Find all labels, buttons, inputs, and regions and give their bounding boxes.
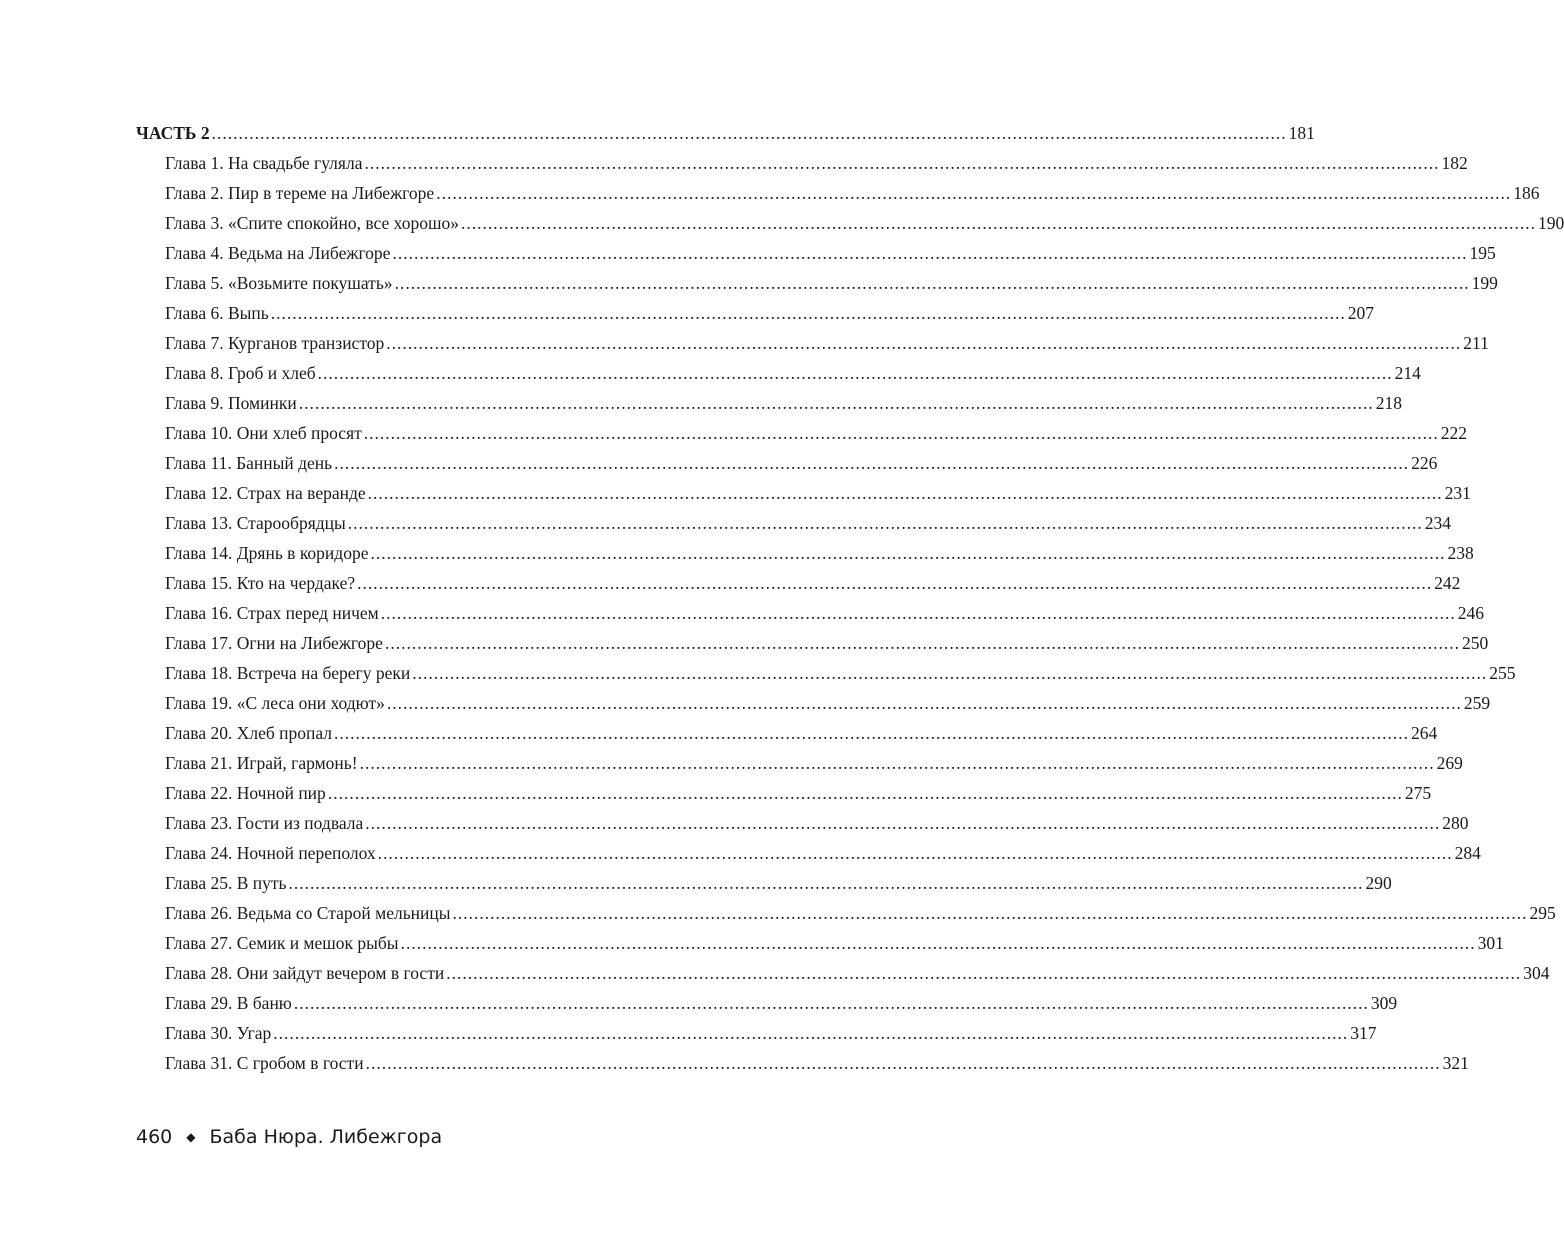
toc-chapter-entry [165, 688, 1491, 718]
chapter-page-number: 218 [1375, 393, 1402, 413]
toc-chapter-entry [165, 1018, 1377, 1048]
chapter-page-number: 222 [1440, 423, 1468, 443]
chapter-title: Глава 6. Выпь [165, 303, 269, 323]
page-footer [136, 1126, 442, 1148]
toc-chapter-entry [165, 658, 1516, 688]
chapter-page-number: 214 [1394, 363, 1421, 383]
chapter-title: Глава 29. В баню [165, 993, 292, 1013]
chapter-title: Глава 22. Ночной пир [165, 783, 326, 803]
toc-chapter-entry [165, 748, 1463, 778]
chapter-title: Глава 5. «Возьмите покушать» [165, 273, 393, 293]
toc-chapter-entry [165, 568, 1461, 598]
leader-dots: ........................................................................................................................................................................................................ [357, 573, 1433, 593]
leader-dots: ........................................................................................................................................................................................................ [400, 933, 1476, 953]
toc-chapter-entry [165, 628, 1489, 658]
leader-dots: ........................................................................................................................................................................................................ [412, 663, 1488, 683]
leader-dots: ........................................................................................................................................................................................................ [436, 183, 1512, 203]
chapter-title: Глава 1. На свадьбе гуляла [165, 153, 363, 173]
leader-dots: ........................................................................................................................................................................................................ [298, 393, 1374, 413]
leader-dots: ........................................................................................................................................................................................................ [347, 513, 1423, 533]
chapter-title: Глава 24. Ночной переполох [165, 843, 376, 863]
chapter-page-number: 269 [1436, 753, 1463, 773]
chapter-title: Глава 27. Семик и мешок рыбы [165, 933, 399, 953]
toc-chapter-entry [165, 238, 1496, 268]
toc-chapter-entry [165, 868, 1392, 898]
chapter-title: Глава 18. Встреча на берегу реки [165, 663, 411, 683]
leader-dots: ........................................................................................................................................................................................................ [367, 483, 1443, 503]
part-page-number: 181 [1288, 123, 1315, 143]
toc-chapter-entry [165, 838, 1481, 868]
diamond-separator-icon: ◆ [186, 1130, 196, 1144]
leader-dots: ........................................................................................................................................................................................................ [211, 123, 1287, 143]
leader-dots: ........................................................................................................................................................................................................ [364, 153, 1440, 173]
chapter-page-number: 195 [1469, 243, 1496, 263]
chapter-title: Глава 20. Хлеб пропал [165, 723, 333, 743]
toc-chapter-entry [165, 718, 1438, 748]
chapter-title: Глава 28. Они зайдут вечером в гости [165, 963, 445, 983]
toc-chapter-entry [165, 418, 1468, 448]
chapter-title: Глава 19. «С леса они ходют» [165, 693, 385, 713]
chapter-page-number: 295 [1529, 903, 1556, 923]
chapter-title: Глава 31. С гробом в гости [165, 1053, 364, 1073]
part-title: ЧАСТЬ 2 [136, 123, 210, 143]
chapter-page-number: 321 [1442, 1053, 1469, 1073]
leader-dots: ........................................................................................................................................................................................................ [334, 453, 1410, 473]
toc-part-entry [136, 118, 1315, 148]
leader-dots: ........................................................................................................................................................................................................ [452, 903, 1528, 923]
chapter-page-number: 246 [1457, 603, 1484, 623]
leader-dots: ........................................................................................................................................................................................................ [359, 753, 1435, 773]
chapter-title: Глава 12. Страх на веранде [165, 483, 366, 503]
leader-dots: ........................................................................................................................................................................................................ [317, 363, 1393, 383]
chapter-page-number: 309 [1370, 993, 1398, 1013]
chapter-title: Глава 25. В путь [165, 873, 287, 893]
toc-chapter-entry [165, 268, 1498, 298]
chapter-page-number: 238 [1447, 543, 1474, 563]
chapter-page-number: 199 [1471, 273, 1498, 293]
chapter-page-number: 211 [1463, 333, 1489, 353]
toc-chapter-entry [165, 178, 1540, 208]
chapter-page-number: 301 [1477, 933, 1504, 953]
leader-dots: ........................................................................................................................................................................................................ [380, 603, 1456, 623]
chapter-title: Глава 17. Огни на Либежгоре [165, 633, 383, 653]
chapter-title: Глава 23. Гости из подвала [165, 813, 364, 833]
chapter-page-number: 284 [1454, 843, 1481, 863]
leader-dots: ........................................................................................................................................................................................................ [365, 813, 1441, 833]
leader-dots: ........................................................................................................................................................................................................ [384, 633, 1460, 653]
chapter-page-number: 259 [1463, 693, 1491, 713]
chapter-title: Глава 14. Дрянь в коридоре [165, 543, 369, 563]
chapter-page-number: 226 [1411, 453, 1438, 473]
chapter-title: Глава 11. Банный день [165, 453, 333, 473]
leader-dots: ........................................................................................................................................................................................................ [377, 843, 1453, 863]
chapter-title: Глава 3. «Спите спокойно, все хорошо» [165, 213, 459, 233]
toc-chapter-entry [165, 808, 1469, 838]
leader-dots: ........................................................................................................................................................................................................ [334, 723, 1410, 743]
chapter-title: Глава 21. Играй, гармонь! [165, 753, 358, 773]
toc-chapter-entry [165, 448, 1438, 478]
leader-dots: ........................................................................................................................................................................................................ [288, 873, 1364, 893]
leader-dots: ........................................................................................................................................................................................................ [461, 213, 1536, 233]
running-title: Баба Нюра. Либежгора [209, 1126, 443, 1148]
chapter-page-number: 250 [1461, 633, 1489, 653]
chapter-title: Глава 9. Поминки [165, 393, 297, 413]
chapter-title: Глава 26. Ведьма со Старой мельницы [165, 903, 451, 923]
toc-chapter-entry [165, 928, 1504, 958]
chapter-page-number: 190 [1538, 213, 1564, 233]
chapter-page-number: 234 [1424, 513, 1452, 533]
toc-chapter-entry [165, 358, 1421, 388]
leader-dots: ........................................................................................................................................................................................................ [365, 1053, 1441, 1073]
leader-dots: ........................................................................................................................................................................................................ [293, 993, 1369, 1013]
toc-chapter-entry [165, 1048, 1469, 1078]
toc-chapter-entry [165, 598, 1484, 628]
toc-chapter-entry [165, 898, 1556, 928]
toc-chapter-entry [165, 208, 1564, 238]
toc-chapter-entry [165, 958, 1550, 988]
chapter-page-number: 242 [1434, 573, 1461, 593]
chapter-page-number: 280 [1442, 813, 1469, 833]
chapter-title: Глава 7. Курганов транзистор [165, 333, 385, 353]
toc-chapter-entry [165, 538, 1474, 568]
chapter-title: Глава 16. Страх перед ничем [165, 603, 379, 623]
chapter-title: Глава 2. Пир в тереме на Либежгоре [165, 183, 435, 203]
leader-dots: ........................................................................................................................................................................................................ [386, 693, 1462, 713]
chapter-title: Глава 15. Кто на чердаке? [165, 573, 356, 593]
toc-chapter-entry [165, 778, 1432, 808]
leader-dots: ........................................................................................................................................................................................................ [327, 783, 1403, 803]
chapter-title: Глава 8. Гроб и хлеб [165, 363, 316, 383]
toc-chapter-entry [165, 298, 1375, 328]
chapter-page-number: 186 [1513, 183, 1540, 203]
chapter-page-number: 182 [1441, 153, 1468, 173]
toc-chapter-entry [165, 508, 1452, 538]
chapter-title: Глава 30. Угар [165, 1023, 272, 1043]
toc-chapter-entry [165, 478, 1471, 508]
toc-chapter-entry [165, 988, 1398, 1018]
chapter-title: Глава 10. Они хлеб просят [165, 423, 362, 443]
chapter-page-number: 207 [1347, 303, 1375, 323]
chapter-page-number: 304 [1523, 963, 1550, 983]
chapter-page-number: 231 [1444, 483, 1471, 503]
leader-dots: ........................................................................................................................................................................................................ [363, 423, 1439, 443]
leader-dots: ........................................................................................................................................................................................................ [392, 243, 1468, 263]
chapter-page-number: 255 [1489, 663, 1516, 683]
chapter-title: Глава 13. Старообрядцы [165, 513, 346, 533]
leader-dots: ........................................................................................................................................................................................................ [394, 273, 1470, 293]
leader-dots: ........................................................................................................................................................................................................ [370, 543, 1446, 563]
toc-chapter-entry [165, 328, 1489, 358]
leader-dots: ........................................................................................................................................................................................................ [270, 303, 1346, 323]
leader-dots: ........................................................................................................................................................................................................ [386, 333, 1462, 353]
chapter-page-number: 264 [1411, 723, 1438, 743]
footer-page-number: 460 [136, 1126, 173, 1148]
leader-dots: ........................................................................................................................................................................................................ [273, 1023, 1349, 1043]
toc-chapter-entry [165, 148, 1468, 178]
chapter-title: Глава 4. Ведьма на Либежгоре [165, 243, 391, 263]
chapter-page-number: 275 [1404, 783, 1432, 803]
chapter-page-number: 290 [1365, 873, 1392, 893]
chapter-page-number: 317 [1350, 1023, 1377, 1043]
leader-dots: ........................................................................................................................................................................................................ [446, 963, 1522, 983]
toc-chapter-entry [165, 388, 1402, 418]
